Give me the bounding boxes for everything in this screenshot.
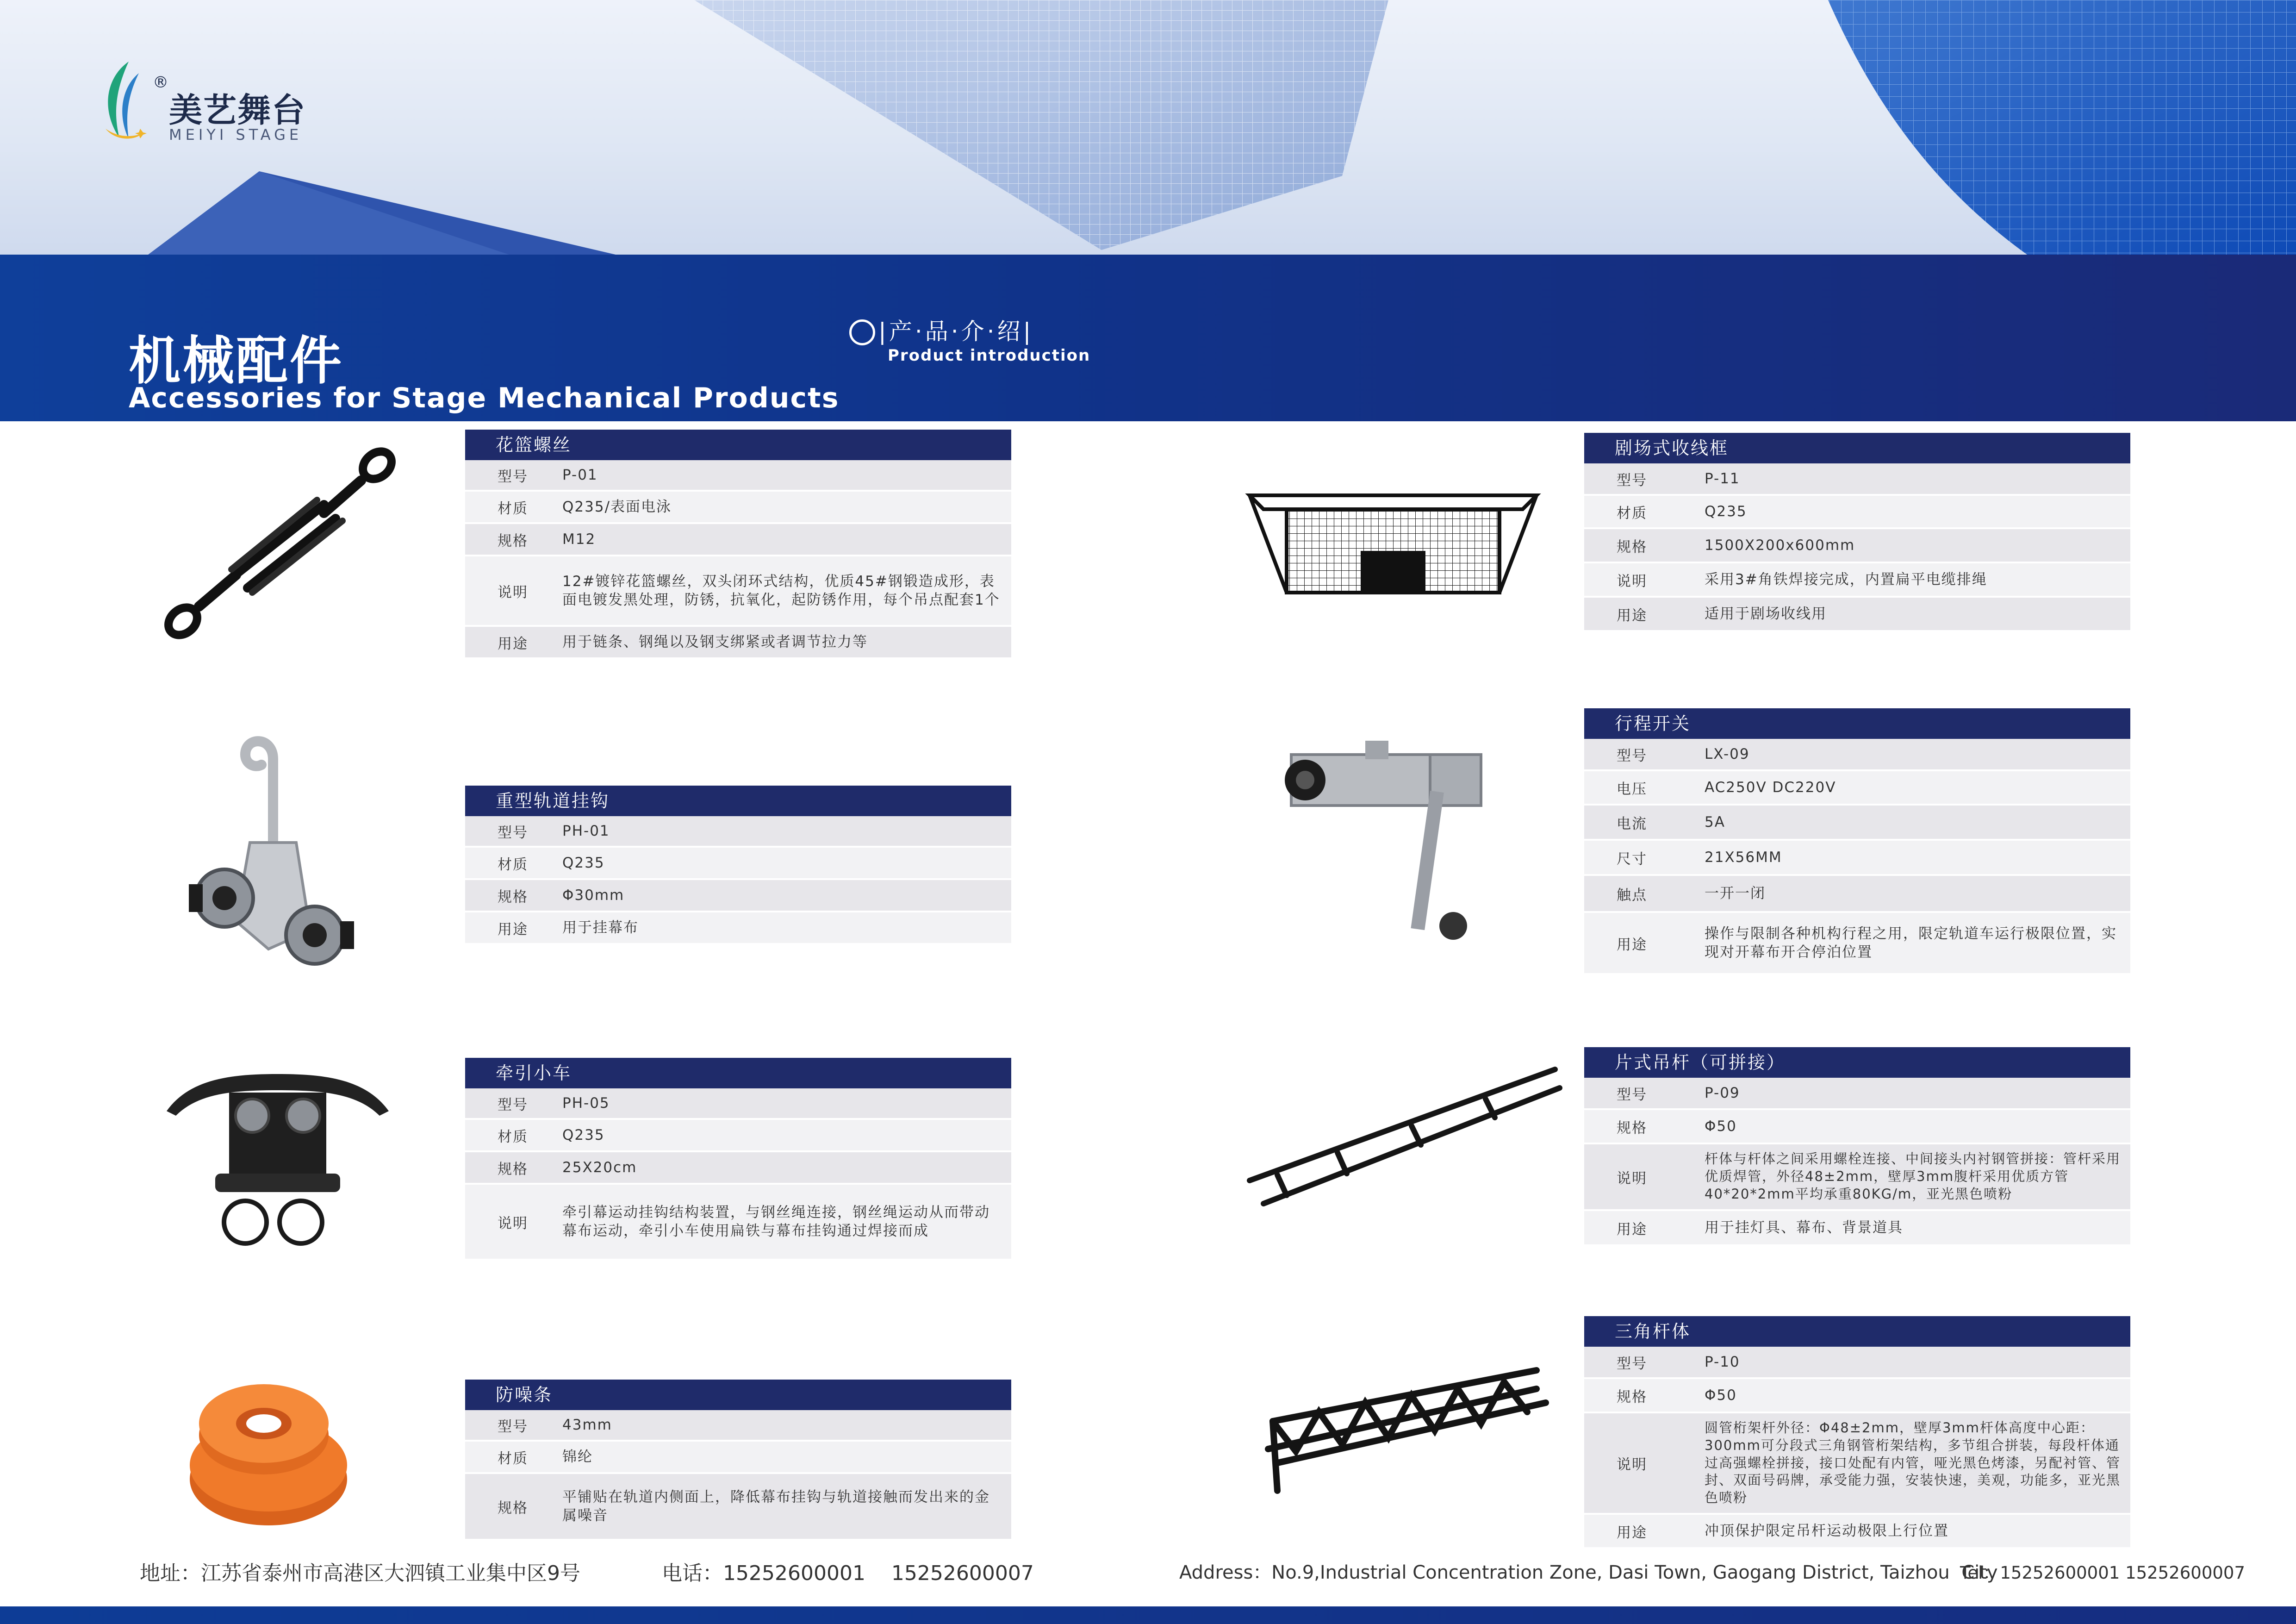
spec-label: 说明	[498, 584, 528, 601]
product-card-limit-switch	[1584, 708, 2130, 975]
spec-row	[1584, 496, 2130, 529]
spec-table	[1584, 739, 2130, 975]
limit-switch-image	[1277, 736, 1500, 949]
spec-label: 型号	[498, 1096, 528, 1113]
spec-value: 一开一闭	[1705, 885, 1766, 902]
spec-label: 材质	[498, 856, 528, 873]
spec-value: 用于挂灯具、幕布、背景道具	[1705, 1219, 1903, 1236]
intro-circle-icon	[849, 319, 875, 345]
spec-value: LX-09	[1705, 745, 1750, 762]
spec-value: Φ50	[1705, 1387, 1737, 1404]
spec-row	[465, 880, 1011, 912]
product-name: 行程开关	[1584, 708, 2130, 739]
spec-value: 采用3#角铁焊接完成，内置扁平电缆排绳	[1705, 571, 1987, 588]
spec-value: 12#镀锌花篮螺丝，双头闭环式结构，优质45#钢锻造成形，表面电镀发黑处理，防锈，抗氧化，起防锈作用，每个吊点配套1个	[562, 573, 1000, 608]
product-card-trolley	[465, 1058, 1011, 1261]
page-title-cn: 机械配件	[129, 331, 343, 391]
spec-row	[465, 556, 1011, 627]
spec-row	[1584, 1347, 2130, 1379]
spec-value: PH-01	[562, 822, 610, 839]
header-photo	[0, 0, 2296, 255]
spec-label: 说明	[1617, 573, 1647, 590]
noise-strip-image	[180, 1370, 356, 1532]
spec-row	[465, 912, 1011, 945]
brand-name-en: MEIYI STAGE	[169, 126, 303, 144]
spec-row	[1584, 1379, 2130, 1413]
spec-row	[1584, 563, 2130, 598]
spec-value: Q235	[1705, 503, 1747, 520]
product-name: 牵引小车	[465, 1058, 1011, 1088]
spec-row	[1584, 1144, 2130, 1211]
spec-value: 5A	[1705, 813, 1725, 831]
triangle-truss-icon	[1259, 1356, 1555, 1495]
spec-label: 规格	[498, 1499, 528, 1517]
spec-value: 用于链条、钢绳以及钢支绑紧或者调节拉力等	[562, 633, 868, 650]
trolley-image	[162, 1065, 393, 1259]
spec-label: 用途	[1617, 936, 1647, 953]
spec-value: 平铺贴在轨道内侧面上，降低幕布挂钩与轨道接触而发出来的金属噪音	[562, 1488, 990, 1524]
spec-value: 操作与限制各种机构行程之用，限定轨道车运行极限位置，实现对开幕布开合停泊位置	[1705, 925, 2117, 961]
spec-table	[465, 1088, 1011, 1261]
spec-label: 材质	[498, 500, 528, 517]
cable-basket-icon	[1245, 481, 1541, 602]
spec-label: 型号	[1617, 747, 1647, 764]
footer-address-cn: 地址：江苏省泰州市高港区大泗镇工业集中区9号	[140, 1562, 580, 1585]
spec-label: 尺寸	[1617, 850, 1647, 868]
spec-label: 型号	[1617, 1086, 1647, 1103]
spec-row	[1584, 841, 2130, 876]
triangle-truss-image	[1259, 1356, 1555, 1495]
spec-row	[465, 1088, 1011, 1120]
spec-label: 用途	[498, 921, 528, 938]
spec-row	[465, 848, 1011, 880]
spec-label: 规格	[1617, 1388, 1647, 1405]
product-card-track-hook	[465, 786, 1011, 945]
spec-value: 43mm	[562, 1416, 612, 1433]
spec-label: 规格	[498, 532, 528, 550]
spec-label: 电流	[1617, 815, 1647, 832]
footer-bar	[0, 1606, 2296, 1624]
spec-value: 用于挂幕布	[562, 919, 639, 936]
spec-value: M12	[562, 531, 596, 548]
leaf-logo-icon	[96, 59, 147, 143]
product-name: 防噪条	[465, 1380, 1011, 1410]
product-name: 片式吊杆（可拼接）	[1584, 1047, 2130, 1078]
spec-table	[465, 460, 1011, 659]
spec-label: 材质	[1617, 505, 1647, 522]
turnbuckle-image	[157, 444, 417, 648]
spec-value: Φ50	[1705, 1118, 1737, 1135]
spec-value: 冲顶保护限定吊杆运动极限上行位置	[1705, 1522, 1949, 1539]
product-card-turnbuckle	[465, 430, 1011, 659]
spec-row	[465, 1185, 1011, 1261]
turnbuckle-icon	[157, 444, 417, 648]
trolley-icon	[162, 1065, 393, 1259]
spec-value: P-11	[1705, 470, 1740, 487]
product-intro-en: Product introduction	[888, 346, 1091, 365]
building-photo	[0, 0, 2296, 255]
spec-row	[465, 1120, 1011, 1152]
spec-value: 适用于剧场收线用	[1705, 605, 1827, 622]
product-intro-cn: |产·品·介·绍|	[878, 318, 1034, 345]
product-name: 花篮螺丝	[465, 430, 1011, 460]
spec-row	[1584, 1078, 2130, 1110]
spec-label: 型号	[498, 468, 528, 485]
spec-row	[1584, 1211, 2130, 1246]
spec-row	[465, 460, 1011, 492]
product-name: 重型轨道挂钩	[465, 786, 1011, 816]
spec-label: 规格	[1617, 538, 1647, 556]
spec-label: 规格	[498, 888, 528, 906]
spec-row	[1584, 739, 2130, 771]
noise-strip-icon	[180, 1370, 356, 1532]
spec-row	[1584, 598, 2130, 632]
spec-value: Φ30mm	[562, 887, 625, 904]
spec-label: 型号	[1617, 1355, 1647, 1372]
spec-value: Q235	[562, 1126, 605, 1143]
spec-row	[465, 492, 1011, 524]
spec-value: 1500X200x600mm	[1705, 537, 1855, 554]
spec-table	[1584, 463, 2130, 632]
spec-row	[465, 524, 1011, 556]
spec-label: 规格	[498, 1161, 528, 1178]
spec-value: 25X20cm	[562, 1159, 637, 1176]
spec-label: 规格	[1617, 1119, 1647, 1137]
spec-label: 材质	[498, 1128, 528, 1145]
spec-value: 杆体与杆体之间采用螺栓连接、中间接头内衬钢管拼接：管杆采用优质焊管，外径48±2mm，壁厚3mm腹杆采用优质方管40*20*2mm平均承重80KG/m，亚光黑色喷粉	[1705, 1151, 2121, 1202]
spec-label: 用途	[1617, 607, 1647, 624]
limit-switch-icon	[1277, 736, 1500, 949]
spec-value: P-09	[1705, 1084, 1740, 1101]
product-card-noise-strip	[465, 1380, 1011, 1541]
spec-row	[465, 1152, 1011, 1185]
spec-value: Q235/表面电泳	[562, 498, 672, 515]
spec-label: 电压	[1617, 781, 1647, 798]
logo-mark	[96, 59, 147, 143]
spec-value: 牵引幕运动挂钩结构装置，与钢丝绳连接，钢丝绳运动从而带动幕布运动，牵引小车使用扁铁与幕布挂钩通过焊接而成	[562, 1204, 990, 1239]
spec-label: 用途	[498, 635, 528, 652]
spec-label: 型号	[498, 824, 528, 841]
footer-phone-cn: 电话：15252600001 15252600007	[662, 1562, 1034, 1585]
spec-value: 锦纶	[562, 1448, 593, 1465]
spec-label: 材质	[498, 1450, 528, 1467]
spec-row	[465, 816, 1011, 848]
spec-value: Q235	[562, 854, 605, 871]
page-title-en: Accessories for Stage Mechanical Products	[129, 382, 840, 414]
spec-row	[465, 1442, 1011, 1474]
spec-row	[1584, 463, 2130, 496]
spec-table	[465, 816, 1011, 945]
product-card-cable-basket	[1584, 433, 2130, 632]
spec-value: P-10	[1705, 1353, 1740, 1370]
spec-row	[1584, 771, 2130, 806]
product-card-triangle-truss	[1584, 1316, 2130, 1549]
spec-row	[465, 627, 1011, 659]
spec-table	[465, 1410, 1011, 1541]
spec-label: 触点	[1617, 887, 1647, 904]
track-hook-icon	[176, 727, 370, 986]
spec-label: 说明	[1617, 1456, 1647, 1473]
product-name: 剧场式收线框	[1584, 433, 2130, 463]
spec-table	[1584, 1347, 2130, 1549]
spec-label: 型号	[1617, 472, 1647, 489]
product-card-ladder-truss	[1584, 1047, 2130, 1246]
spec-label: 用途	[1617, 1524, 1647, 1541]
spec-label: 型号	[498, 1418, 528, 1435]
spec-label: 用途	[1617, 1221, 1647, 1238]
spec-value: PH-05	[562, 1094, 610, 1112]
brand-name-cn: 美艺舞台	[169, 91, 306, 130]
logo-registered: ®	[153, 73, 168, 92]
spec-row	[465, 1474, 1011, 1541]
spec-row	[1584, 1515, 2130, 1549]
spec-value: P-01	[562, 466, 598, 483]
footer-phone-en: Tel：15252600001 15252600007	[1960, 1563, 2246, 1583]
spec-row	[1584, 1413, 2130, 1515]
ladder-truss-image	[1240, 1060, 1564, 1236]
spec-row	[1584, 913, 2130, 975]
spec-value: 21X56MM	[1705, 849, 1782, 866]
spec-value: AC250V DC220V	[1705, 779, 1836, 796]
spec-row	[1584, 806, 2130, 841]
track-hook-image	[176, 727, 370, 986]
spec-table	[1584, 1078, 2130, 1246]
spec-row	[1584, 529, 2130, 563]
spec-row	[1584, 876, 2130, 913]
ladder-truss-icon	[1240, 1060, 1564, 1236]
footer-address-en: Address：No.9,Industrial Concentration Zone, Dasi Town, Gaogang District, Taizhou City	[1179, 1562, 1998, 1583]
cable-basket-image	[1245, 481, 1541, 602]
spec-label: 说明	[1617, 1170, 1647, 1187]
spec-value: 圆管桁架杆外径：Φ48±2mm，壁厚3mm杆体高度中心距：300mm可分段式三角钢管桁架结构，多节组合拼装，每段杆体通过高强螺栓拼接，接口处配有内管，哑光黑色烤漆，另配衬管、管封、双面号码牌，承受能力强，安装快速，美观，功能多，亚光黑色喷粉	[1705, 1420, 2121, 1506]
spec-row	[1584, 1110, 2130, 1144]
product-name: 三角杆体	[1584, 1316, 2130, 1347]
spec-row	[465, 1410, 1011, 1442]
spec-label: 说明	[498, 1215, 528, 1232]
